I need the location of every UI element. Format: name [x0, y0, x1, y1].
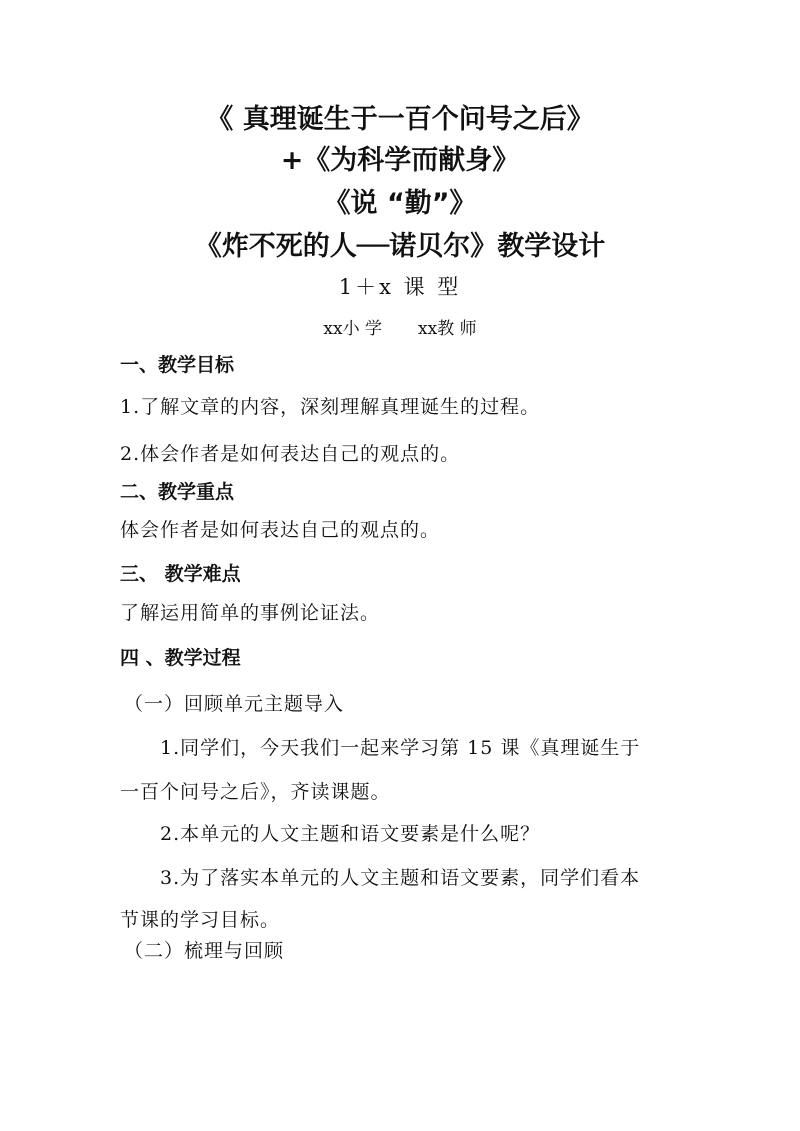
section-heading-goals: 一、教学目标: [120, 354, 235, 376]
process-step-1-line-1: 1.同学们，今天我们一起来学习第 15 课《真理诞生于: [160, 737, 641, 759]
process-step-1-title: （一）回顾单元主题导入: [124, 693, 345, 715]
title-line-2: +《为科学而献身》: [280, 145, 520, 176]
author-teacher: xx教 师: [418, 319, 477, 339]
goal-item-1: 1.了解文章的内容，深刻理解真理诞生的过程。: [120, 396, 541, 418]
section-heading-key-points: 二、教学重点: [120, 481, 235, 503]
process-step-1-line-3: 2.本单元的人文主题和语文要素是什么呢？: [160, 823, 541, 845]
title-line-1: 《 真理诞生于一百个问号之后》: [206, 104, 594, 135]
section-heading-process: 四 、教学过程: [120, 647, 241, 669]
process-step-2-title: （二）梳理与回顾: [124, 940, 285, 962]
process-step-1-line-2: 一百个问号之后》，齐读课题。: [120, 781, 391, 803]
title-line-4: 《炸不死的人──诺贝尔》教学设计: [194, 231, 606, 262]
author-line: [100, 316, 700, 342]
process-step-1-line-4: 3.为了落实本单元的人文主题和语文要素，同学们看本: [160, 867, 641, 889]
title-line-3: 《说 “勤”》: [323, 188, 477, 219]
lesson-type-subtitle: 1＋x 课 型: [338, 275, 462, 299]
difficulties-text: 了解运用简单的事例论证法。: [120, 602, 381, 624]
process-step-1-line-5: 节课的学习目标。: [120, 909, 281, 931]
author-school: xx小 学: [323, 319, 382, 339]
section-heading-difficulties: 三、 教学难点: [120, 563, 241, 585]
key-points-text: 体会作者是如何表达自己的观点的。: [120, 519, 441, 541]
goal-item-2: 2.体会作者是如何表达自己的观点的。: [120, 443, 461, 465]
